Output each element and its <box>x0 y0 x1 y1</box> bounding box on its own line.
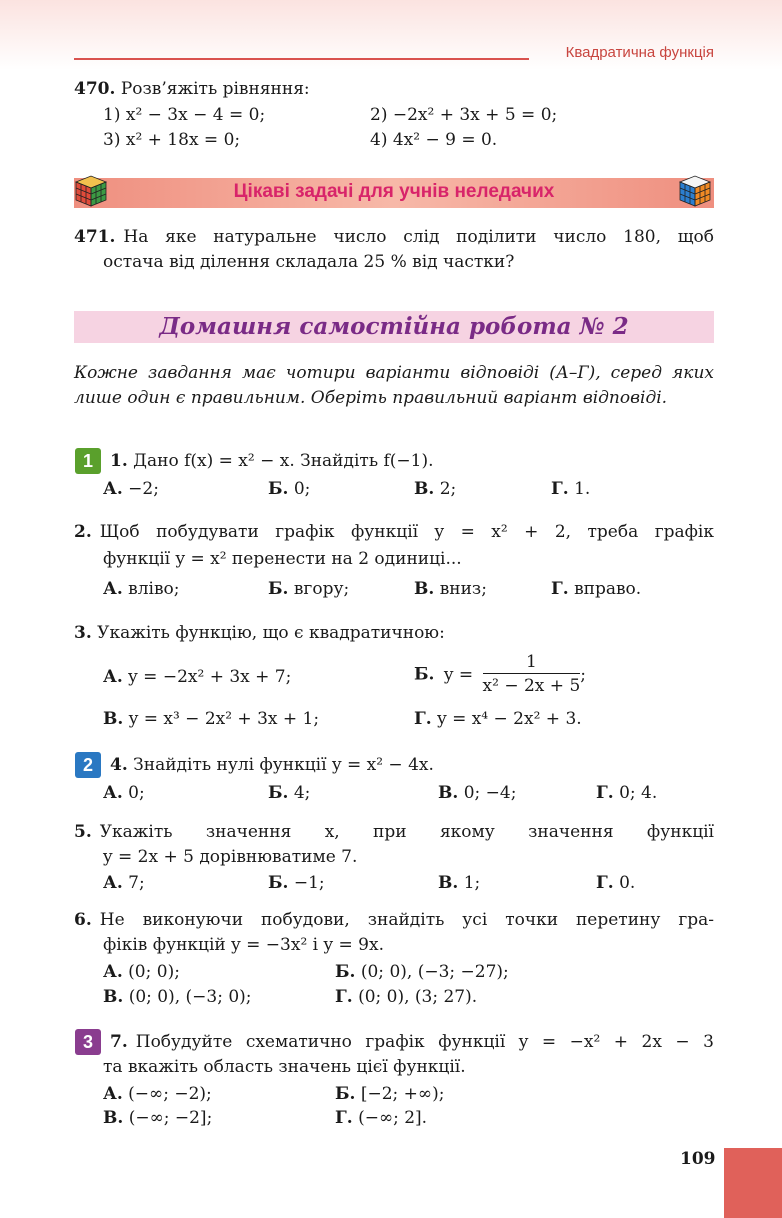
answer-b: Б. 0; <box>268 479 311 499</box>
answer-v: В. y = x³ − 2x² + 3x + 1; <box>103 709 320 729</box>
answer-g: Г. (−∞; 2]. <box>335 1108 428 1128</box>
task-6-question <box>74 908 714 958</box>
exercise-task: Розв’яжіть рівняння: <box>120 79 310 99</box>
banner-title: Цікаві задачі для учнів неледачих <box>233 181 555 202</box>
task-number: 7. <box>110 1032 128 1052</box>
exercise-number: 470. <box>74 79 116 99</box>
answer-g: Г. 0. <box>596 873 636 893</box>
fraction <box>483 651 581 698</box>
exercise-471-line1: На яке натуральне число слід поділити число 180, щоб <box>123 227 714 247</box>
exercise-471 <box>74 225 714 275</box>
task-4-question <box>110 753 434 778</box>
answer-v: В. 2; <box>414 479 457 499</box>
answer-a: А. 0; <box>103 783 145 803</box>
task-text-line1: Не виконуючи побудови, знайдіть усі точки перетину гра- <box>99 910 714 930</box>
equation-3: 3) x² + 18x = 0; <box>103 130 241 150</box>
homework-intro: Кожне завдання має чотири варіанти відповіді (А–Г), серед яких лише один є правильним. Оберіть правильний варіант відповіді. <box>74 363 714 408</box>
task-text-line1: Побудуйте схематично графік функції y = −x² + 2x − 3 <box>135 1032 714 1052</box>
task-number: 3. <box>74 623 92 643</box>
rubik-cube-icon <box>72 172 110 210</box>
exercise-471-line2: остача від ділення складала 25 % від частки? <box>103 252 515 272</box>
homework-banner <box>74 311 714 343</box>
task-text-line2: фіків функцій y = −3x² і y = 9x. <box>103 935 384 955</box>
answer-b: Б. [−2; +∞); <box>335 1084 445 1104</box>
task-text-line1: Укажіть значення x, при якому значення функції <box>99 822 714 842</box>
page-number: 109 <box>680 1149 716 1169</box>
answer-a: А. −2; <box>103 479 159 499</box>
task-2-question <box>74 520 714 572</box>
answer-b: Б. y = $\frac{1}{\text{x² − 2x + 5}}$ ; <box>414 652 586 696</box>
answer-g: Г. вправо. <box>551 579 642 599</box>
task-number: 4. <box>110 755 128 775</box>
answer-a: А. вліво; <box>103 579 180 599</box>
header-rule <box>74 58 529 60</box>
equation-1: 1) x² − 3x − 4 = 0; <box>103 105 266 125</box>
task-text: Укажіть функцію, що є квадратичною: <box>97 623 445 643</box>
equation-4: 4) 4x² − 9 = 0. <box>370 130 498 150</box>
answer-v: В. 0; −4; <box>438 783 517 803</box>
answer-v: В. 1; <box>438 873 481 893</box>
level-1-icon: 1 <box>75 448 101 474</box>
task-text: Дано f(x) = x² − x. Знайдіть f(−1). <box>133 451 434 471</box>
task-number: 5. <box>74 822 92 842</box>
task-7-question <box>110 1030 714 1055</box>
answer-a: А. 7; <box>103 873 145 893</box>
task-number: 1. <box>110 451 128 471</box>
answer-a: А. (−∞; −2); <box>103 1084 212 1104</box>
fraction-denominator: x² − 2x + 5 <box>482 676 581 696</box>
task-text-line2: y = 2x + 5 дорівнюватиме 7. <box>103 847 358 867</box>
answer-b: Б. −1; <box>268 873 325 893</box>
answer-g: Г. 1. <box>551 479 591 499</box>
task-text-line2: функції y = x² перенести на 2 одиниці... <box>103 549 462 569</box>
task-number: 6. <box>74 910 92 930</box>
level-2-icon: 2 <box>75 752 101 778</box>
exercise-470-heading <box>74 77 310 102</box>
running-header: Квадратична функція <box>565 44 714 61</box>
answer-g: Г. y = x⁴ − 2x² + 3. <box>414 709 582 729</box>
equation-2: 2) −2x² + 3x + 5 = 0; <box>370 105 558 125</box>
answer-g: Г. (0; 0), (3; 27). <box>335 987 478 1007</box>
rubik-cube-icon <box>676 172 714 210</box>
task-text: Знайдіть нулі функції y = x² − 4x. <box>133 755 434 775</box>
task-text-line1: Щоб побудувати графік функції y = x² + 2, треба графік <box>99 522 714 542</box>
page-corner-tab <box>724 1148 782 1218</box>
fraction-numerator: 1 <box>483 651 581 674</box>
answer-b: Б. 4; <box>268 783 311 803</box>
exercise-number: 471. <box>74 227 116 247</box>
answer-v: В. (0; 0), (−3; 0); <box>103 987 252 1007</box>
task-5-question <box>74 820 714 870</box>
answer-v: В. (−∞; −2]; <box>103 1108 213 1128</box>
answer-g: Г. 0; 4. <box>596 783 658 803</box>
answer-a: А. (0; 0); <box>103 962 180 982</box>
homework-title: Домашня самостійна робота № 2 <box>159 313 629 340</box>
task-number: 2. <box>74 522 92 542</box>
task-3-question <box>74 621 445 646</box>
task-1-question <box>110 449 434 474</box>
level-3-icon: 3 <box>75 1029 101 1055</box>
answer-v: В. вниз; <box>414 579 487 599</box>
answer-b: Б. вгору; <box>268 579 350 599</box>
interesting-problems-banner <box>74 178 714 208</box>
answer-a: А. y = −2x² + 3x + 7; <box>103 667 292 687</box>
answer-b: Б. (0; 0), (−3; −27); <box>335 962 509 982</box>
task-7-line2: та вкажіть область значень цієї функції. <box>103 1057 466 1077</box>
